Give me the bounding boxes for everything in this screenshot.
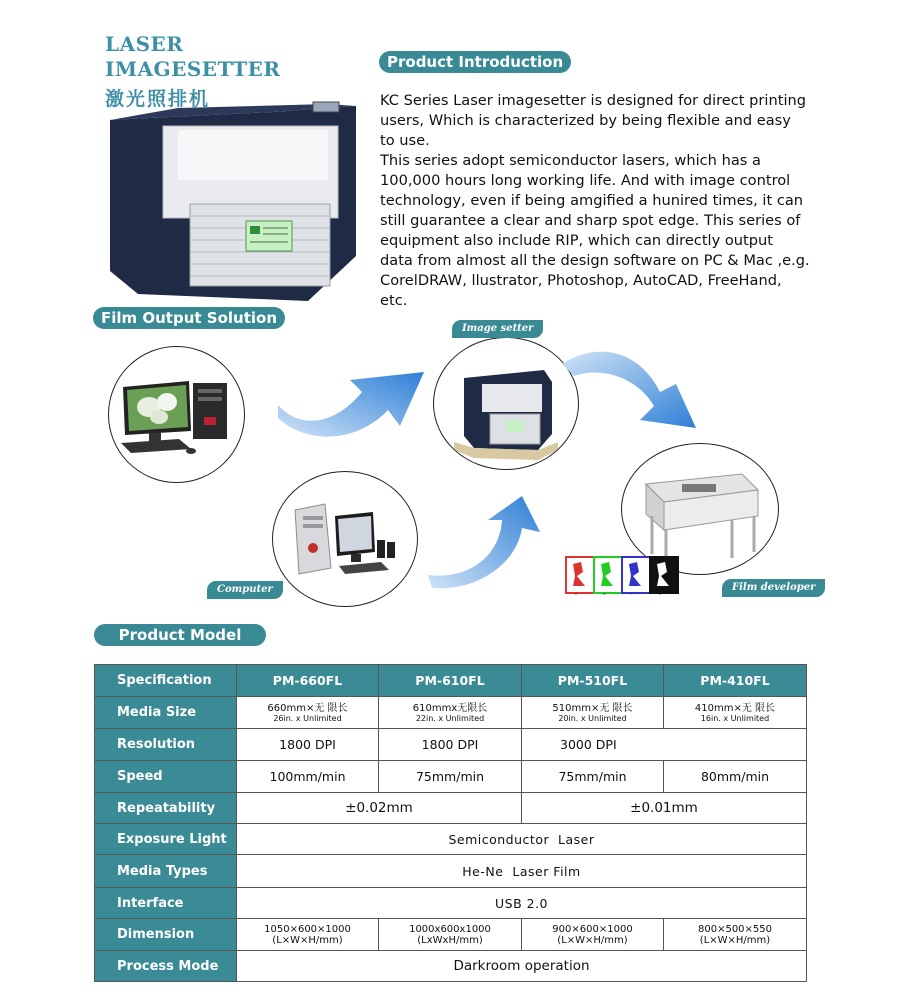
cell-media-size-660: 660mm×无 限长 26in. x Unlimited <box>237 697 379 729</box>
table-row-interface <box>95 888 807 919</box>
cell-speed-510: 75mm/min <box>522 761 664 793</box>
label-repeatability: Repeatability <box>95 793 237 824</box>
cmyk-film-samples <box>565 556 677 596</box>
computer-tower-image <box>273 472 417 606</box>
header-pm-610fl: PM-610FL <box>379 665 522 697</box>
cell-dimension-510: 900×600×1000 (L×W×H/mm) <box>522 919 664 951</box>
cell-media-types: He-Ne Laser Film <box>237 855 807 888</box>
product-spec-table <box>94 664 807 982</box>
table-row-dimension <box>95 919 807 951</box>
table-row-process-mode <box>95 951 807 982</box>
cell-exposure-light: Semiconductor Laser <box>237 824 807 855</box>
cell-repeatability-660-610: ±0.02mm <box>237 793 522 824</box>
table-row-repeatability <box>95 793 807 824</box>
product-introduction-text <box>380 91 810 311</box>
header-pm-410fl: PM-410FL <box>664 665 807 697</box>
cell-resolution-660: 1800 DPI <box>237 729 379 761</box>
film-label-c: C <box>575 592 578 596</box>
label-process-mode: Process Mode <box>95 951 237 982</box>
cell-speed-410: 80mm/min <box>664 761 807 793</box>
product-model-pill: Product Model <box>94 624 266 646</box>
film-output-solution-pill: Film Output Solution <box>93 307 285 329</box>
table-row-resolution <box>95 729 807 761</box>
computer-circle <box>272 471 418 607</box>
table-row-media-types <box>95 855 807 888</box>
table-row-exposure-light <box>95 824 807 855</box>
label-dimension: Dimension <box>95 919 237 951</box>
header-pm-510fl: PM-510FL <box>522 665 664 697</box>
label-speed: Speed <box>95 761 237 793</box>
product-title-cn: 激光照排机 <box>105 88 211 110</box>
label-interface: Interface <box>95 888 237 919</box>
film-developer-image <box>622 444 778 574</box>
cell-speed-660: 100mm/min <box>237 761 379 793</box>
title-line-1: LASER <box>105 32 184 56</box>
cell-interface: USB 2.0 <box>237 888 807 919</box>
intro-paragraph-2: This series adopt semiconductor lasers, which has a 100,000 hours long working life. And with image control technology, even if being amgified a hunired times, it can still guarantee a clear and sharp spot edge. This series of equipment also include RIP, which can directly output data from almost all the design software on PC & Mac ,e.g. CorelDRAW, llustrator, Photoshop, AutoCAD, FreeHand, etc. <box>380 152 810 309</box>
table-header-row <box>95 665 807 697</box>
cell-process-mode: Darkroom operation <box>237 951 807 982</box>
film-developer-tag: Film developer <box>722 579 825 597</box>
table-row-media-size <box>95 697 807 729</box>
header-pm-660fl: PM-660FL <box>237 665 379 697</box>
computer-tag: Computer <box>207 581 283 599</box>
label-media-types: Media Types <box>95 855 237 888</box>
cell-media-size-410: 410mm×无 限长 16in. x Unlimited <box>664 697 807 729</box>
header-specification: Specification <box>95 665 237 697</box>
film-label-k: K <box>659 592 661 596</box>
cell-resolution-610: 1800 DPI <box>379 729 522 761</box>
cell-repeatability-510-410: ±0.01mm <box>522 793 807 824</box>
product-introduction-pill: Product Introduction <box>379 51 571 73</box>
label-resolution: Resolution <box>95 729 237 761</box>
cell-media-size-610: 610mmx无限长 22in. x Unlimited <box>379 697 522 729</box>
arrow-setter-to-developer <box>562 352 696 428</box>
intro-paragraph-1: KC Series Laser imagesetter is designed for direct printing users, Which is characterized by being flexible and easy to use. <box>380 92 807 149</box>
film-label-m: M <box>603 592 606 596</box>
imagesetter-machine-image <box>108 96 358 306</box>
title-line-2: IMAGESETTER <box>105 57 281 81</box>
arrow-computer-to-setter <box>428 496 540 588</box>
cell-dimension-410: 800×500×550 (L×W×H/mm) <box>664 919 807 951</box>
image-setter-circle <box>433 337 579 470</box>
cell-dimension-610: 1000x600x1000 (LxWxH/mm) <box>379 919 522 951</box>
cell-dimension-660: 1050×600×1000 (L×W×H/mm) <box>237 919 379 951</box>
monitor-circle <box>108 346 245 483</box>
desktop-monitor-image <box>109 347 244 482</box>
label-exposure-light: Exposure Light <box>95 824 237 855</box>
image-setter-image <box>434 338 578 469</box>
product-title <box>105 32 280 82</box>
arrow-monitor-to-setter <box>278 372 424 437</box>
cell-media-size-510: 510mm×无 限长 20in. x Unlimited <box>522 697 664 729</box>
film-sample-figures <box>565 556 677 596</box>
cell-resolution-510-410: 3000 DPI <box>522 729 807 761</box>
table-row-speed <box>95 761 807 793</box>
film-label-y: Y <box>631 592 633 596</box>
image-setter-tag: Image setter <box>452 320 543 338</box>
cell-speed-610: 75mm/min <box>379 761 522 793</box>
label-media-size: Media Size <box>95 697 237 729</box>
